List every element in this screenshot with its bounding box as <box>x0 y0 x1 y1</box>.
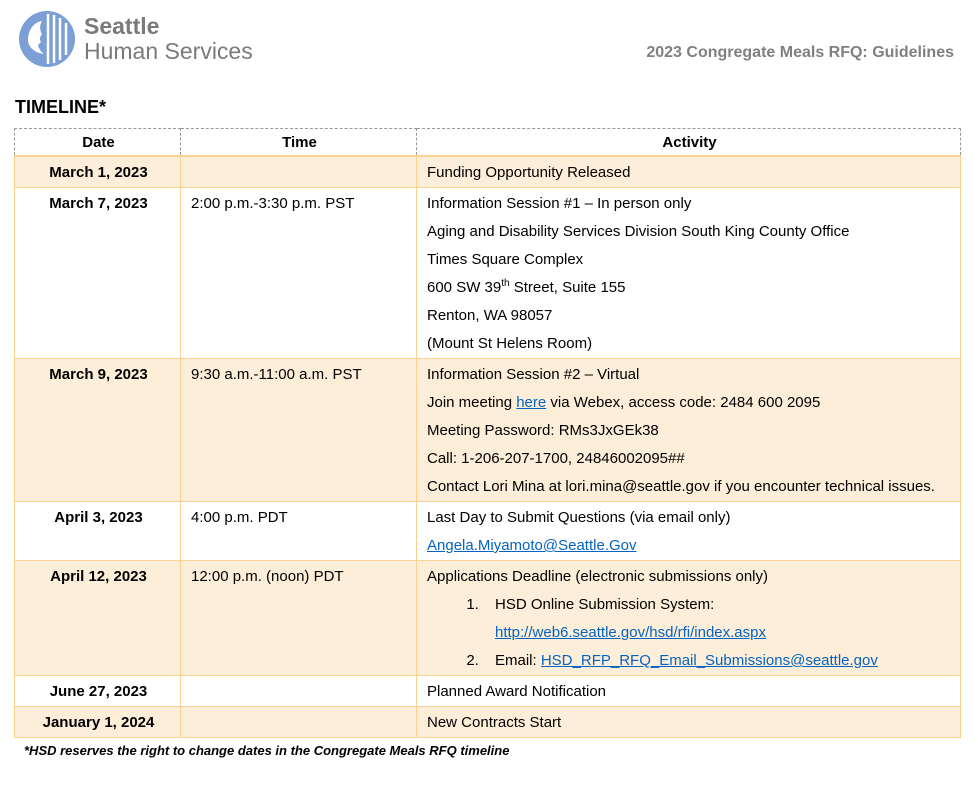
table-row <box>15 561 961 676</box>
footnote: *HSD reserves the right to change dates in the Congregate Meals RFQ timeline <box>24 743 510 758</box>
text: via Webex, access code: 2484 600 2095 <box>546 394 821 411</box>
activity-line: (Mount St Helens Room) <box>427 335 593 352</box>
email-link[interactable]: Angela.Miyamoto@Seattle.Gov <box>427 537 637 554</box>
section-heading: TIMELINE* <box>15 97 107 117</box>
text: HSD Online Submission System: <box>495 596 715 613</box>
table-row <box>15 156 961 188</box>
activity-cell <box>417 156 961 188</box>
timeline-section <box>14 128 961 760</box>
column-header-time: Time <box>181 129 417 157</box>
text: Email: <box>495 652 541 669</box>
activity-line: Aging and Disability Services Division South King County Office <box>427 223 850 240</box>
logo-line2: Human Services <box>84 38 253 64</box>
activity-line: Information Session #2 – Virtual <box>427 366 640 383</box>
date-cell: March 9, 2023 <box>15 359 181 502</box>
activity-line: Information Session #1 – In person only <box>427 195 692 212</box>
address-text: 600 SW 39 <box>427 279 502 296</box>
activity-line: Call: 1-206-207-1700, 24846002095## <box>427 450 685 467</box>
table-row <box>15 707 961 738</box>
date-cell: April 3, 2023 <box>15 502 181 561</box>
activity-cell <box>417 188 961 359</box>
header-row <box>15 129 961 157</box>
list-item <box>483 591 952 647</box>
activity-line <box>427 274 952 302</box>
activity-line: Times Square Complex <box>427 251 584 268</box>
logo-line1: Seattle <box>84 13 160 39</box>
activity-line: Applications Deadline (electronic submissions only) <box>427 568 768 585</box>
activity-cell <box>417 359 961 502</box>
activity-line: Contact Lori Mina at lori.mina@seattle.gov if you encounter technical issues. <box>427 478 935 495</box>
time-cell: 12:00 p.m. (noon) PDT <box>181 561 417 676</box>
activity-line: Renton, WA 98057 <box>427 307 553 324</box>
date-cell: March 1, 2023 <box>15 156 181 188</box>
list-item <box>483 647 952 675</box>
table-row <box>15 502 961 561</box>
address-text: Street, Suite 155 <box>509 279 626 296</box>
time-cell <box>181 676 417 707</box>
submission-system-link[interactable]: http://web6.seattle.gov/hsd/rfi/index.aspx <box>495 624 766 641</box>
activity-line: New Contracts Start <box>427 714 562 731</box>
date-cell: June 27, 2023 <box>15 676 181 707</box>
time-cell: 2:00 p.m.-3:30 p.m. PST <box>181 188 417 359</box>
date-cell: March 7, 2023 <box>15 188 181 359</box>
webex-link[interactable]: here <box>516 394 547 411</box>
time-cell: 4:00 p.m. PDT <box>181 502 417 561</box>
table-row <box>15 676 961 707</box>
table-row <box>15 359 961 502</box>
seattle-seal-icon <box>18 10 76 68</box>
activity-line <box>427 389 952 417</box>
submission-email-link[interactable]: HSD_RFP_RFQ_Email_Submissions@seattle.gov <box>540 652 878 669</box>
activity-line: Last Day to Submit Questions (via email only) <box>427 509 731 526</box>
activity-line: Funding Opportunity Released <box>427 164 631 181</box>
table-row <box>15 188 961 359</box>
date-cell: January 1, 2024 <box>15 707 181 738</box>
time-cell: 9:30 a.m.-11:00 a.m. PST <box>181 359 417 502</box>
ordinal-suffix: th <box>501 278 510 289</box>
activity-cell <box>417 561 961 676</box>
column-header-date: Date <box>15 129 181 157</box>
seattle-human-services-logo <box>18 10 253 68</box>
activity-line: Meeting Password: RMs3JxGEk38 <box>427 422 659 439</box>
timeline-table <box>14 128 961 738</box>
activity-cell <box>417 707 961 738</box>
submission-list <box>427 591 952 675</box>
activity-line: Planned Award Notification <box>427 683 607 700</box>
document-title: 2023 Congregate Meals RFQ: Guidelines <box>646 44 954 61</box>
activity-cell <box>417 502 961 561</box>
text: Join meeting <box>427 394 517 411</box>
column-header-activity: Activity <box>417 129 961 157</box>
time-cell <box>181 156 417 188</box>
time-cell <box>181 707 417 738</box>
activity-cell <box>417 676 961 707</box>
date-cell: April 12, 2023 <box>15 561 181 676</box>
